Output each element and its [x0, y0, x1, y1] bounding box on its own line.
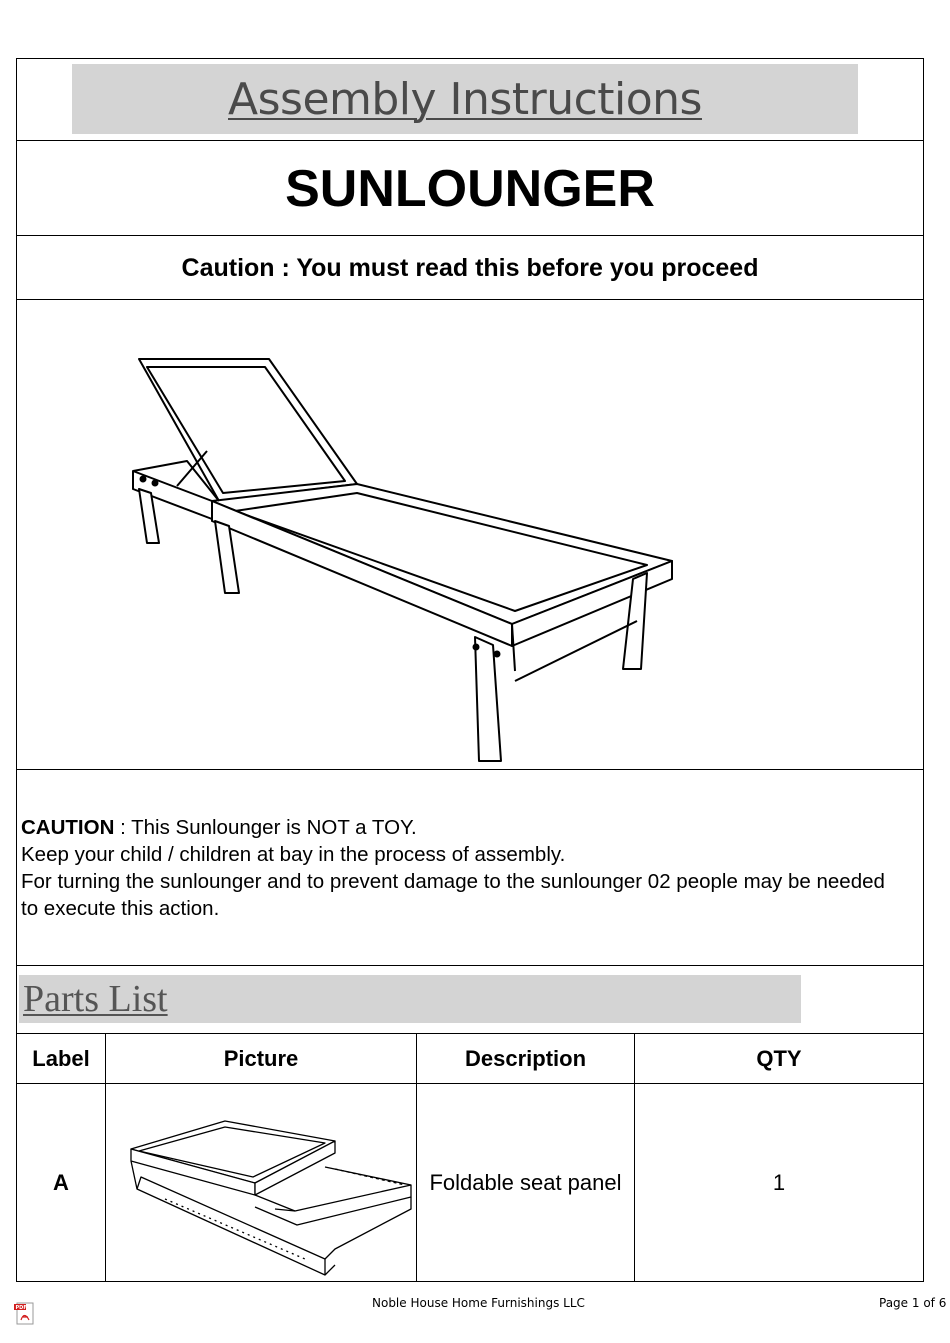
assembly-instructions-banner: [72, 64, 858, 134]
parts-list-title: Parts List: [23, 978, 168, 1020]
sunlounger-drawing-icon: [117, 321, 697, 771]
divider: [17, 299, 923, 300]
divider: [17, 965, 923, 966]
part-label: A: [53, 1170, 69, 1195]
table-top-border: [17, 1033, 923, 1034]
document-frame: [16, 58, 924, 1282]
product-title: SUNLOUNGER: [285, 160, 655, 218]
caution-text-1: : This Sunlounger is NOT a TOY.: [114, 816, 417, 839]
divider: [17, 235, 923, 236]
caution-line-3: For turning the sunlounger and to prevent damage to the sunlounger 02 people may be needed to execute this action.: [21, 870, 885, 920]
svg-text:PDF: PDF: [15, 1305, 27, 1311]
caution-heading: Caution : You must read this before you proceed: [181, 254, 759, 282]
divider: [17, 140, 923, 141]
caution-label: CAUTION: [21, 816, 115, 839]
divider: [17, 769, 923, 770]
footer-page-number: Page 1 of 6: [879, 1296, 947, 1310]
part-description: Foldable seat panel: [429, 1170, 622, 1195]
caution-line-2: Keep your child / children at bay in the process of assembly.: [21, 843, 566, 866]
footer-company: Noble House Home Furnishings LLC: [372, 1296, 585, 1310]
table-header-border: [17, 1083, 923, 1084]
column-header-description: Description: [464, 1046, 587, 1071]
column-header-label: Label: [32, 1046, 90, 1071]
parts-list-banner: [19, 975, 801, 1023]
caution-line-1: [21, 814, 901, 841]
pdf-icon: [14, 1300, 36, 1326]
caution-notice: [21, 814, 901, 922]
foldable-seat-panel-icon: [125, 1099, 415, 1279]
column-header-picture: Picture: [223, 1046, 299, 1071]
part-qty: 1: [772, 1170, 786, 1195]
banner-title: Assembly Instructions: [228, 73, 702, 125]
column-header-qty: QTY: [756, 1046, 802, 1071]
